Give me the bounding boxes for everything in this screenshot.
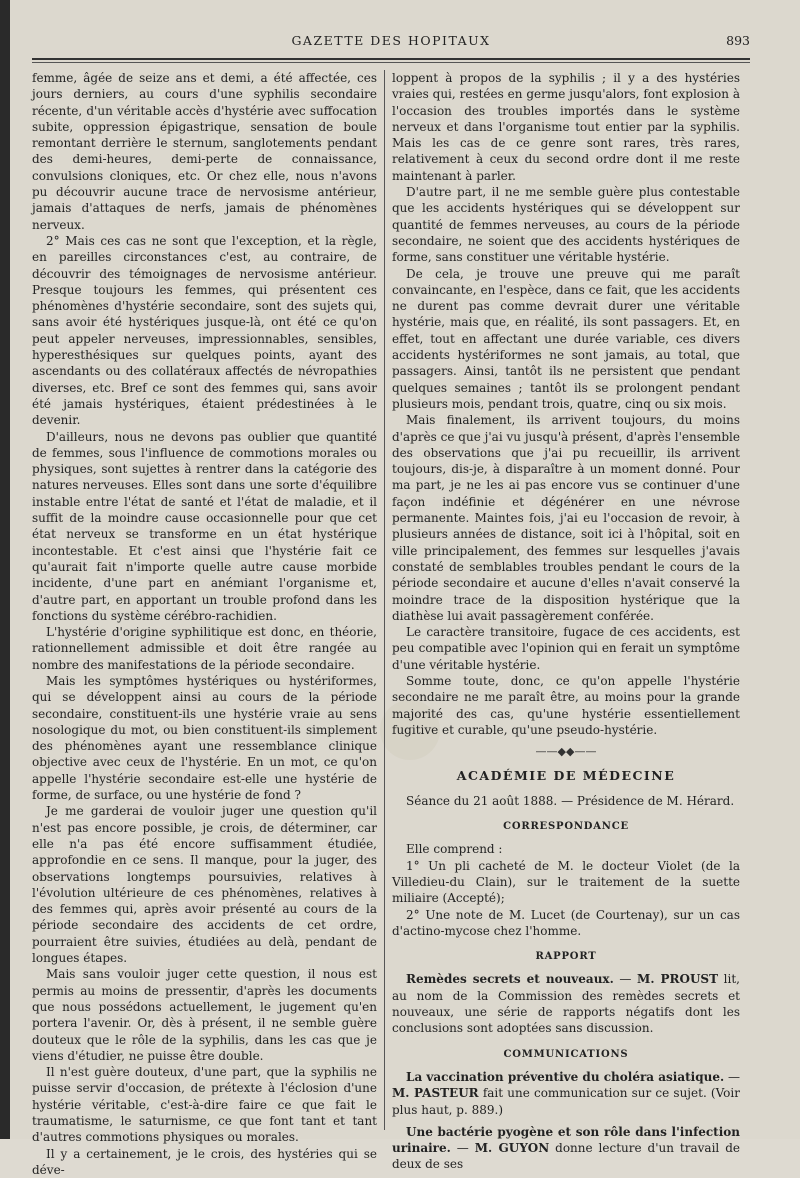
paragraph: Il n'est guère douteux, d'une part, que la syphilis ne puisse servir d'occasion, de prétexte à l'éclosion d'une hystérie véritable, c'est-à-dire faire ce que fait le traumatisme, le saturnisme, ce que font tant et tant d'autres commotions physiques ou morales. bbox=[32, 1065, 377, 1145]
dash: — bbox=[728, 1069, 740, 1084]
paragraph: Mais les symptômes hystériques ou hystériformes, qui se développent ainsi au cours de la période secondaire, constituent-ils une hystérie vraie au sens nosologique du mot, ou bien constituent-ils simplement des phénomènes ayant une ressemblance clinique objective avec ceux de l'hystérie. En un mot, ce qu'on appelle l'hystérie secondaire est-elle une hystérie de forme, de surface, ou une hystérie de fond ? bbox=[32, 673, 377, 803]
rapport-heading: RAPPORT bbox=[535, 951, 597, 963]
session-line: Séance du 21 août 1888. — Présidence de M. Hérard. bbox=[406, 793, 735, 808]
communication-text: fait une communication sur ce sujet. (Voir plus haut, p. 889.) bbox=[392, 1086, 740, 1117]
academy-title: ACADÉMIE DE MÉDECINE bbox=[456, 768, 676, 784]
paragraph: Mais finalement, ils arrivent toujours, du moins d'après ce que j'ai vu jusqu'à présent, d'après l'ensemble des observations que j'ai pu recueillir, ils arrivent toujours, dis-je, à disparaître à un moment donné. Pour ma part, je ne les ai pas encore vus se continuer d'une façon indéfinie et dégénérer en une névrose permanente. Maintes fois, j'ai eu l'occasion de revoir, à plusieurs années de distance, soit ici à l'hôpital, soit en ville principalement, des femmes sur lesquelles j'avais constaté de semblables troubles pendant le cours de la période secondaire et aucune d'elles n'avait conservé la moindre trace de la disposition hystérique que la diathèse lui avait passagèrement conférée. bbox=[392, 413, 740, 623]
correspondance-intro: Elle comprend : bbox=[406, 842, 503, 857]
paragraph: Il y a certainement, je le crois, des hystéries qui se déve- bbox=[32, 1146, 377, 1177]
paragraph: loppent à propos de la syphilis ; il y a des hystéries vraies qui, restées en germe jusqu'alors, font explosion à l'occasion des troubles importés dans le système nerveux et dans l'organisme tout entier par la syphilis. Mais les cas de ce genre sont rares, très rares, relativement à ceux du second ordre dont il me reste maintenant à parler. bbox=[392, 71, 740, 183]
paragraph: Le caractère transitoire, fugace de ces accidents, est peu compatible avec l'opinion qui en ferait un symptôme d'une véritable hystérie. bbox=[392, 625, 740, 672]
rapport-author: M. PROUST bbox=[637, 972, 719, 987]
paragraph: De cela, je trouve une preuve qui me paraît convaincante, en l'espèce, dans ce fait, que les accidents ne durent pas comme devrait durer une véritable hystérie, mais que, en réalité, ils sont passagers. Et, en effet, tout en affectant une durée variable, ces divers accidents hystériformes ne sont jamais, au total, que passagers. Ainsi, tantôt ils ne persistent que pendant quelques semaines ; tantôt ils se prolongent pendant plusieurs mois, pendant trois, quatre, cinq ou six mois. bbox=[392, 266, 740, 411]
header-rule-thin bbox=[32, 62, 750, 63]
left-column bbox=[32, 70, 377, 1177]
rapport-text: lit, au nom de la Commission des remèdes secrets et nouveaux, une série de rapports négatifs dont les conclusions sont adoptées sans discussion. bbox=[392, 972, 740, 1036]
paragraph: D'autre part, il ne me semble guère plus contestable que les accidents hystériques qui se développent sur quantité de femmes nerveuses, au cours de la période secondaire, ne soient que des accidents hystériques de forme, sans constituer une véritable hystérie. bbox=[392, 185, 740, 265]
communication-text: donne lecture d'un travail de deux de ses bbox=[392, 1141, 740, 1172]
communication-topic: Une bactérie pyogène et son rôle dans l'infection urinaire. bbox=[392, 1124, 740, 1156]
running-title: GAZETTE DES HOPITAUX bbox=[291, 33, 491, 48]
page-header bbox=[32, 33, 750, 53]
communication-topic: La vaccination préventive du choléra asiatique. bbox=[406, 1069, 725, 1084]
right-column bbox=[392, 70, 740, 1172]
communication-paragraph bbox=[392, 1069, 740, 1118]
paragraph: 2° Mais ces cas ne sont que l'exception, et la règle, en pareilles circonstances c'est, au contraire, de découvrir des témoignages de nervosisme antérieur. Presque toujours les femmes, qui présentent ces phénomènes d'hystérie secondaire, sont des sujets qui, sans avoir été hystériques jusque-là, ont été ce qu'on peut appeler nerveuses, impressionnables, sensibles, hyperesthésiques sur quelques points, ayant des ascendants ou des collatéraux affectés de névropathies diverses, etc. Bref ce sont des femmes qui, sans avoir été jamais hystériques, étaient prédestinées à le devenir. bbox=[32, 233, 377, 428]
communication-author: M. GUYON bbox=[474, 1141, 550, 1156]
paragraph: D'ailleurs, nous ne devons pas oublier que quantité de femmes, sous l'influence de commotions morales ou physiques, sont sujettes à rentrer dans la catégorie des natures nerveuses. Elles sont dans une sorte d'équilibre instable entre l'état de santé et l'état de maladie, et il suffit de la moindre cause occasionnelle pour que cet état nerveux se transforme en un état hystérique incontestable. Et c'est ainsi que l'hystérie fait ce qu'aurait fait n'importe quelle autre cause morbide incidente, d'une part en anémiant l'organisme et, d'autre part, en apportant un trouble profond dans les fonctions du système cérébro-rachidien. bbox=[32, 429, 377, 623]
rapport-topic: Remèdes secrets et nouveaux. bbox=[406, 972, 614, 987]
header-rule-thick bbox=[32, 58, 750, 60]
paragraph: Somme toute, donc, ce qu'on appelle l'hystérie secondaire ne me paraît être, au moins pour la grande majorité des cas, qu'une hystérie essentiellement fugitive et curable, qu'une pseudo-hystérie. bbox=[392, 673, 740, 737]
section-ornament: ——◆◆—— bbox=[535, 745, 597, 759]
page-binding-edge bbox=[0, 0, 10, 1139]
paragraph: Je me garderai de vouloir juger une question qu'il n'est pas encore possible, je crois, de déterminer, car elle n'a pas été encore suffisamment étudiée, approfondie en ce sens. Il manque, pour la juger, des observations longtemps poursuivies, relatives à l'évolution ultérieure de ces phénomènes, relatives à des femmes qui, après avoir présenté au cours de la période secondaire des accidents de cet ordre, pourraient être suivies, étudiées au delà, pendant de longues étapes. bbox=[32, 804, 377, 966]
paragraph: L'hystérie d'origine syphilitique est donc, en théorie, rationnellement admissible et doit être rangée au nombre des manifestations de la période secondaire. bbox=[32, 625, 377, 672]
dash: — bbox=[619, 972, 638, 987]
communication-paragraph bbox=[392, 1124, 740, 1173]
correspondance-item: 1° Un pli cacheté de M. le docteur Violet (de la Villedieu-du Clain), sur le traitement de la suette miliaire (Accepté); bbox=[392, 858, 740, 906]
correspondance-item: 2° Une note de M. Lucet (de Courtenay), sur un cas d'actino-mycose chez l'homme. bbox=[392, 907, 740, 938]
page-number: 893 bbox=[726, 33, 750, 48]
paragraph: femme, âgée de seize ans et demi, a été affectée, ces jours derniers, au cours d'une syphilis secondaire récente, d'un véritable accès d'hystérie avec suffocation subite, oppression épigastrique, sensation de boule remontant derrière le sternum, sanglotements pendant des demi-heures, demi-perte de connaissance, convulsions cloniques, etc. Or chez elle, nous n'avons pu découvrir aucune trace de nervosisme antérieur, jamais d'attaques de nerfs, jamais de phénomènes nerveux. bbox=[32, 71, 377, 232]
correspondance-heading: CORRESPONDANCE bbox=[503, 821, 629, 833]
dash: — bbox=[456, 1141, 475, 1156]
rapport-paragraph bbox=[392, 971, 740, 1036]
communication-author: M. PASTEUR bbox=[392, 1086, 479, 1101]
communications-heading: COMMUNICATIONS bbox=[503, 1048, 629, 1060]
column-divider bbox=[384, 70, 385, 1130]
paragraph: Mais sans vouloir juger cette question, il nous est permis au moins de pressentir, d'après les documents que nous possédons actuellement, le jugement qu'en portera l'avenir. Or, dès à présent, il ne semble guère douteux que le rôle de la syphilis, dans les cas que je viens d'étudier, ne puisse être double. bbox=[32, 967, 377, 1063]
